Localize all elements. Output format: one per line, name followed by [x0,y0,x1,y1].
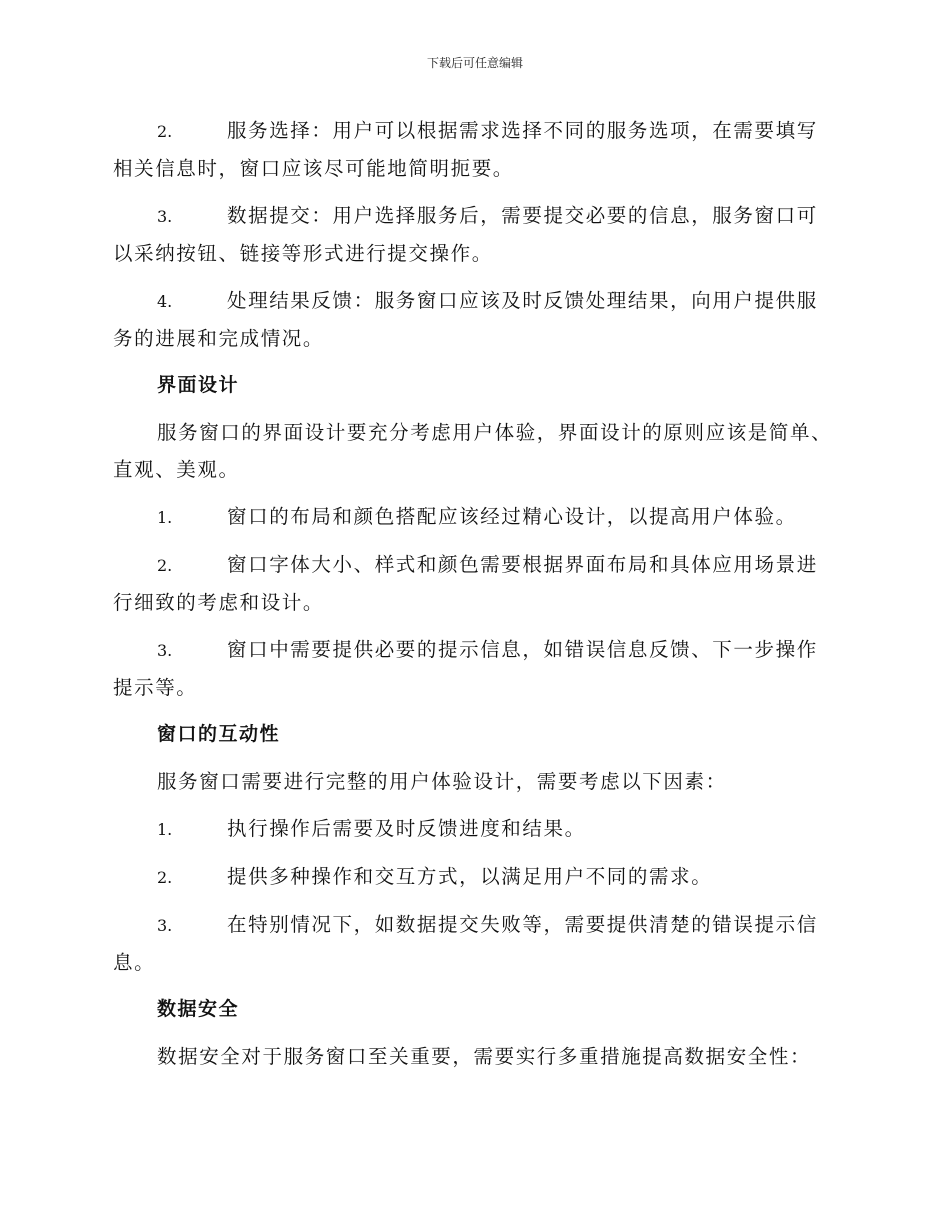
list-item [113,631,833,706]
list-number: 3. [157,916,173,935]
list-text: 窗口中需要提供必要的提示信息，如错误信息反馈、下一步操作提示等。 [113,638,818,699]
section-heading-data-security: 数据安全 [157,998,240,1020]
section-heading-interactivity: 窗口的互动性 [157,723,281,745]
list-number: 2. [157,122,173,141]
list-number: 3. [157,207,173,226]
list-text: 在特别情况下，如数据提交失败等，需要提供清楚的错误提示信息。 [113,913,818,974]
list-number: 1. [157,820,173,839]
list-number: 3. [157,641,173,660]
list-item [113,112,833,187]
list-text: 窗口字体大小、样式和颜色需要根据界面布局和具体应用场景进行细致的考虑和设计。 [113,553,818,614]
list-text: 服务选择：用户可以根据需求选择不同的服务选项，在需要填写相关信息时，窗口应该尽可能地简明扼要。 [113,119,818,180]
list-text: 处理结果反馈：服务窗口应该及时反馈处理结果，向用户提供服务的进展和完成情况。 [113,289,818,350]
list-number: 2. [157,556,173,575]
section-heading-interface-design: 界面设计 [157,374,240,396]
list-number: 1. [157,508,173,527]
list-text: 窗口的布局和颜色搭配应该经过精心设计，以提高用户体验。 [227,505,797,528]
list-item [113,906,833,981]
list-number: 4. [157,292,173,311]
document-body [113,112,833,1085]
section-intro: 服务窗口的界面设计要充分考虑用户体验，界面设计的原则应该是简单、直观、美观。 [113,421,833,481]
list-item [113,197,833,272]
section-intro: 服务窗口需要进行完整的用户体验设计，需要考虑以下因素： [157,770,727,793]
section-intro: 数据安全对于服务窗口至关重要，需要实行多重措施提高数据安全性： [157,1045,812,1068]
list-item [113,810,833,848]
list-item [113,498,833,536]
list-item [113,858,833,896]
list-item [113,282,833,357]
list-text: 执行操作后需要及时反馈进度和结果。 [227,817,586,840]
list-text: 数据提交：用户选择服务后，需要提交必要的信息，服务窗口可以采纳按钮、链接等形式进行提交操作。 [113,204,818,265]
page-header: 下载后可任意编辑 [426,56,523,70]
list-number: 2. [157,868,173,887]
list-item [113,546,833,621]
list-text: 提供多种操作和交互方式，以满足用户不同的需求。 [227,865,713,888]
